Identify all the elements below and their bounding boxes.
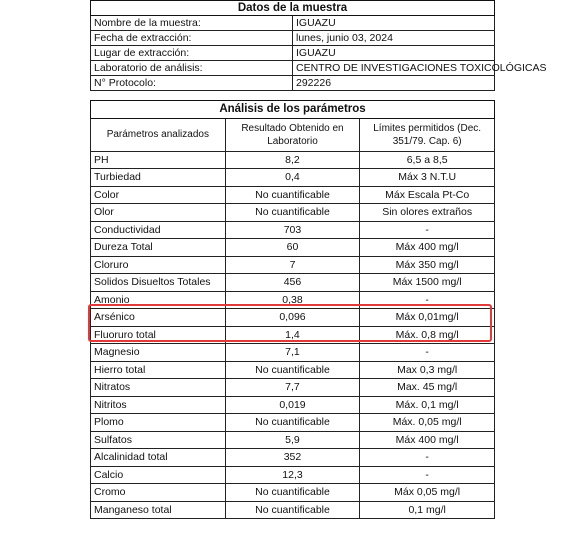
parameter-result: No cuantificable: [225, 204, 360, 222]
parameter-result: 0,019: [225, 396, 360, 414]
table-row: [91, 291, 495, 309]
parameter-name: Plomo: [91, 414, 226, 432]
table-row: [91, 256, 495, 274]
sample-label: Lugar de extracción:: [91, 46, 293, 61]
sample-label: Laboratorio de análisis:: [91, 61, 293, 76]
table-row: [91, 501, 495, 519]
parameter-name: Magnesio: [91, 344, 226, 362]
parameter-limit: Máx. 0,05 mg/l: [360, 414, 495, 432]
parameter-result: 8,2: [225, 151, 360, 169]
parameter-limit: Máx 400 mg/l: [360, 431, 495, 449]
parameter-result: 0,38: [225, 291, 360, 309]
table-row: [91, 361, 495, 379]
sample-label: N° Protocolo:: [91, 76, 293, 91]
parameters-table: [90, 100, 495, 519]
sample-value: CENTRO DE INVESTIGACIONES TOXICOLÓGICAS: [293, 61, 495, 76]
parameter-limit: Máx Escala Pt-Co: [360, 186, 495, 204]
parameter-name: PH: [91, 151, 226, 169]
parameter-name: Dureza Total: [91, 239, 226, 257]
parameter-name: Color: [91, 186, 226, 204]
parameter-name: Cromo: [91, 484, 226, 502]
parameter-name: Fluoruro total: [91, 326, 226, 344]
parameter-limit: -: [360, 291, 495, 309]
parameter-name: Arsénico: [91, 309, 226, 327]
parameter-result: 456: [225, 274, 360, 292]
parameter-name: Cloruro: [91, 256, 226, 274]
parameter-result: 0,096: [225, 309, 360, 327]
parameter-name: Turbiedad: [91, 169, 226, 187]
parameter-result: 1,4: [225, 326, 360, 344]
table-row: [91, 344, 495, 362]
parameters-header-row: [91, 118, 495, 151]
table-row: [91, 204, 495, 222]
parameter-limit: Máx 0,01mg/l: [360, 309, 495, 327]
parameter-result: 7: [225, 256, 360, 274]
parameter-result: 5,9: [225, 431, 360, 449]
parameter-limit: Max 0,3 mg/l: [360, 361, 495, 379]
parameter-limit: Máx. 0,1 mg/l: [360, 396, 495, 414]
parameter-name: Solidos Disueltos Totales: [91, 274, 226, 292]
parameters-section-title: Análisis de los parámetros: [91, 101, 495, 119]
parameter-limit: -: [360, 221, 495, 239]
parameter-name: Manganeso total: [91, 501, 226, 519]
parameter-result: No cuantificable: [225, 484, 360, 502]
parameter-name: Amonio: [91, 291, 226, 309]
parameter-result: 352: [225, 449, 360, 467]
parameter-result: No cuantificable: [225, 414, 360, 432]
table-row: [91, 466, 495, 484]
section-gap: [90, 91, 495, 100]
parameter-result: No cuantificable: [225, 361, 360, 379]
table-row: [91, 274, 495, 292]
parameter-limit: Máx 400 mg/l: [360, 239, 495, 257]
header-result: Resultado Obtenido en Laboratorio: [225, 118, 360, 151]
parameter-limit: Máx 3 N.T.U: [360, 169, 495, 187]
parameter-limit: Máx 1500 mg/l: [360, 274, 495, 292]
parameter-limit: -: [360, 449, 495, 467]
table-row: [91, 484, 495, 502]
parameter-limit: Max. 45 mg/l: [360, 379, 495, 397]
sample-row: [91, 61, 495, 76]
parameter-name: Alcalinidad total: [91, 449, 226, 467]
table-row: [91, 151, 495, 169]
table-row: [91, 396, 495, 414]
sample-value: IGUAZU: [293, 16, 495, 31]
table-row: [91, 379, 495, 397]
parameter-name: Olor: [91, 204, 226, 222]
table-row-highlighted: [91, 309, 495, 327]
parameter-result: 7,1: [225, 344, 360, 362]
table-row: [91, 186, 495, 204]
parameter-name: Hierro total: [91, 361, 226, 379]
parameter-limit: Sin olores extraños: [360, 204, 495, 222]
sample-row: [91, 46, 495, 61]
sample-section-title: Datos de la muestra: [91, 1, 495, 16]
table-row: [91, 169, 495, 187]
sample-value: IGUAZU: [293, 46, 495, 61]
parameter-limit: 0,1 mg/l: [360, 501, 495, 519]
parameter-limit: -: [360, 344, 495, 362]
parameter-result: No cuantificable: [225, 186, 360, 204]
parameter-result: 12,3: [225, 466, 360, 484]
parameter-result: No cuantificable: [225, 501, 360, 519]
parameter-name: Conductividad: [91, 221, 226, 239]
sample-label: Fecha de extracción:: [91, 31, 293, 46]
parameter-result: 703: [225, 221, 360, 239]
parameter-limit: 6,5 a 8,5: [360, 151, 495, 169]
parameter-limit: Máx. 0,8 mg/l: [360, 326, 495, 344]
table-row-highlighted: [91, 326, 495, 344]
parameter-limit: Máx 350 mg/l: [360, 256, 495, 274]
table-row: [91, 414, 495, 432]
parameter-name: Calcio: [91, 466, 226, 484]
sample-data-table: [90, 0, 547, 91]
sample-label: Nombre de la muestra:: [91, 16, 293, 31]
parameter-limit: Máx 0,05 mg/l: [360, 484, 495, 502]
parameter-result: 0,4: [225, 169, 360, 187]
sample-value: 292226: [293, 76, 495, 91]
sample-row: [91, 76, 495, 91]
parameter-name: Nitratos: [91, 379, 226, 397]
table-row: [91, 239, 495, 257]
table-row: [91, 449, 495, 467]
report-sheet: [90, 0, 547, 519]
parameter-name: Sulfatos: [91, 431, 226, 449]
header-parameters: Parámetros analizados: [91, 118, 226, 151]
parameter-name: Nitritos: [91, 396, 226, 414]
table-row: [91, 431, 495, 449]
table-row: [91, 221, 495, 239]
header-limits: Límites permitidos (Dec. 351/79. Cap. 6): [360, 118, 495, 151]
sample-value: lunes, junio 03, 2024: [293, 31, 495, 46]
sample-row: [91, 31, 495, 46]
parameter-limit: -: [360, 466, 495, 484]
parameter-result: 60: [225, 239, 360, 257]
sample-row: [91, 16, 495, 31]
parameter-result: 7,7: [225, 379, 360, 397]
